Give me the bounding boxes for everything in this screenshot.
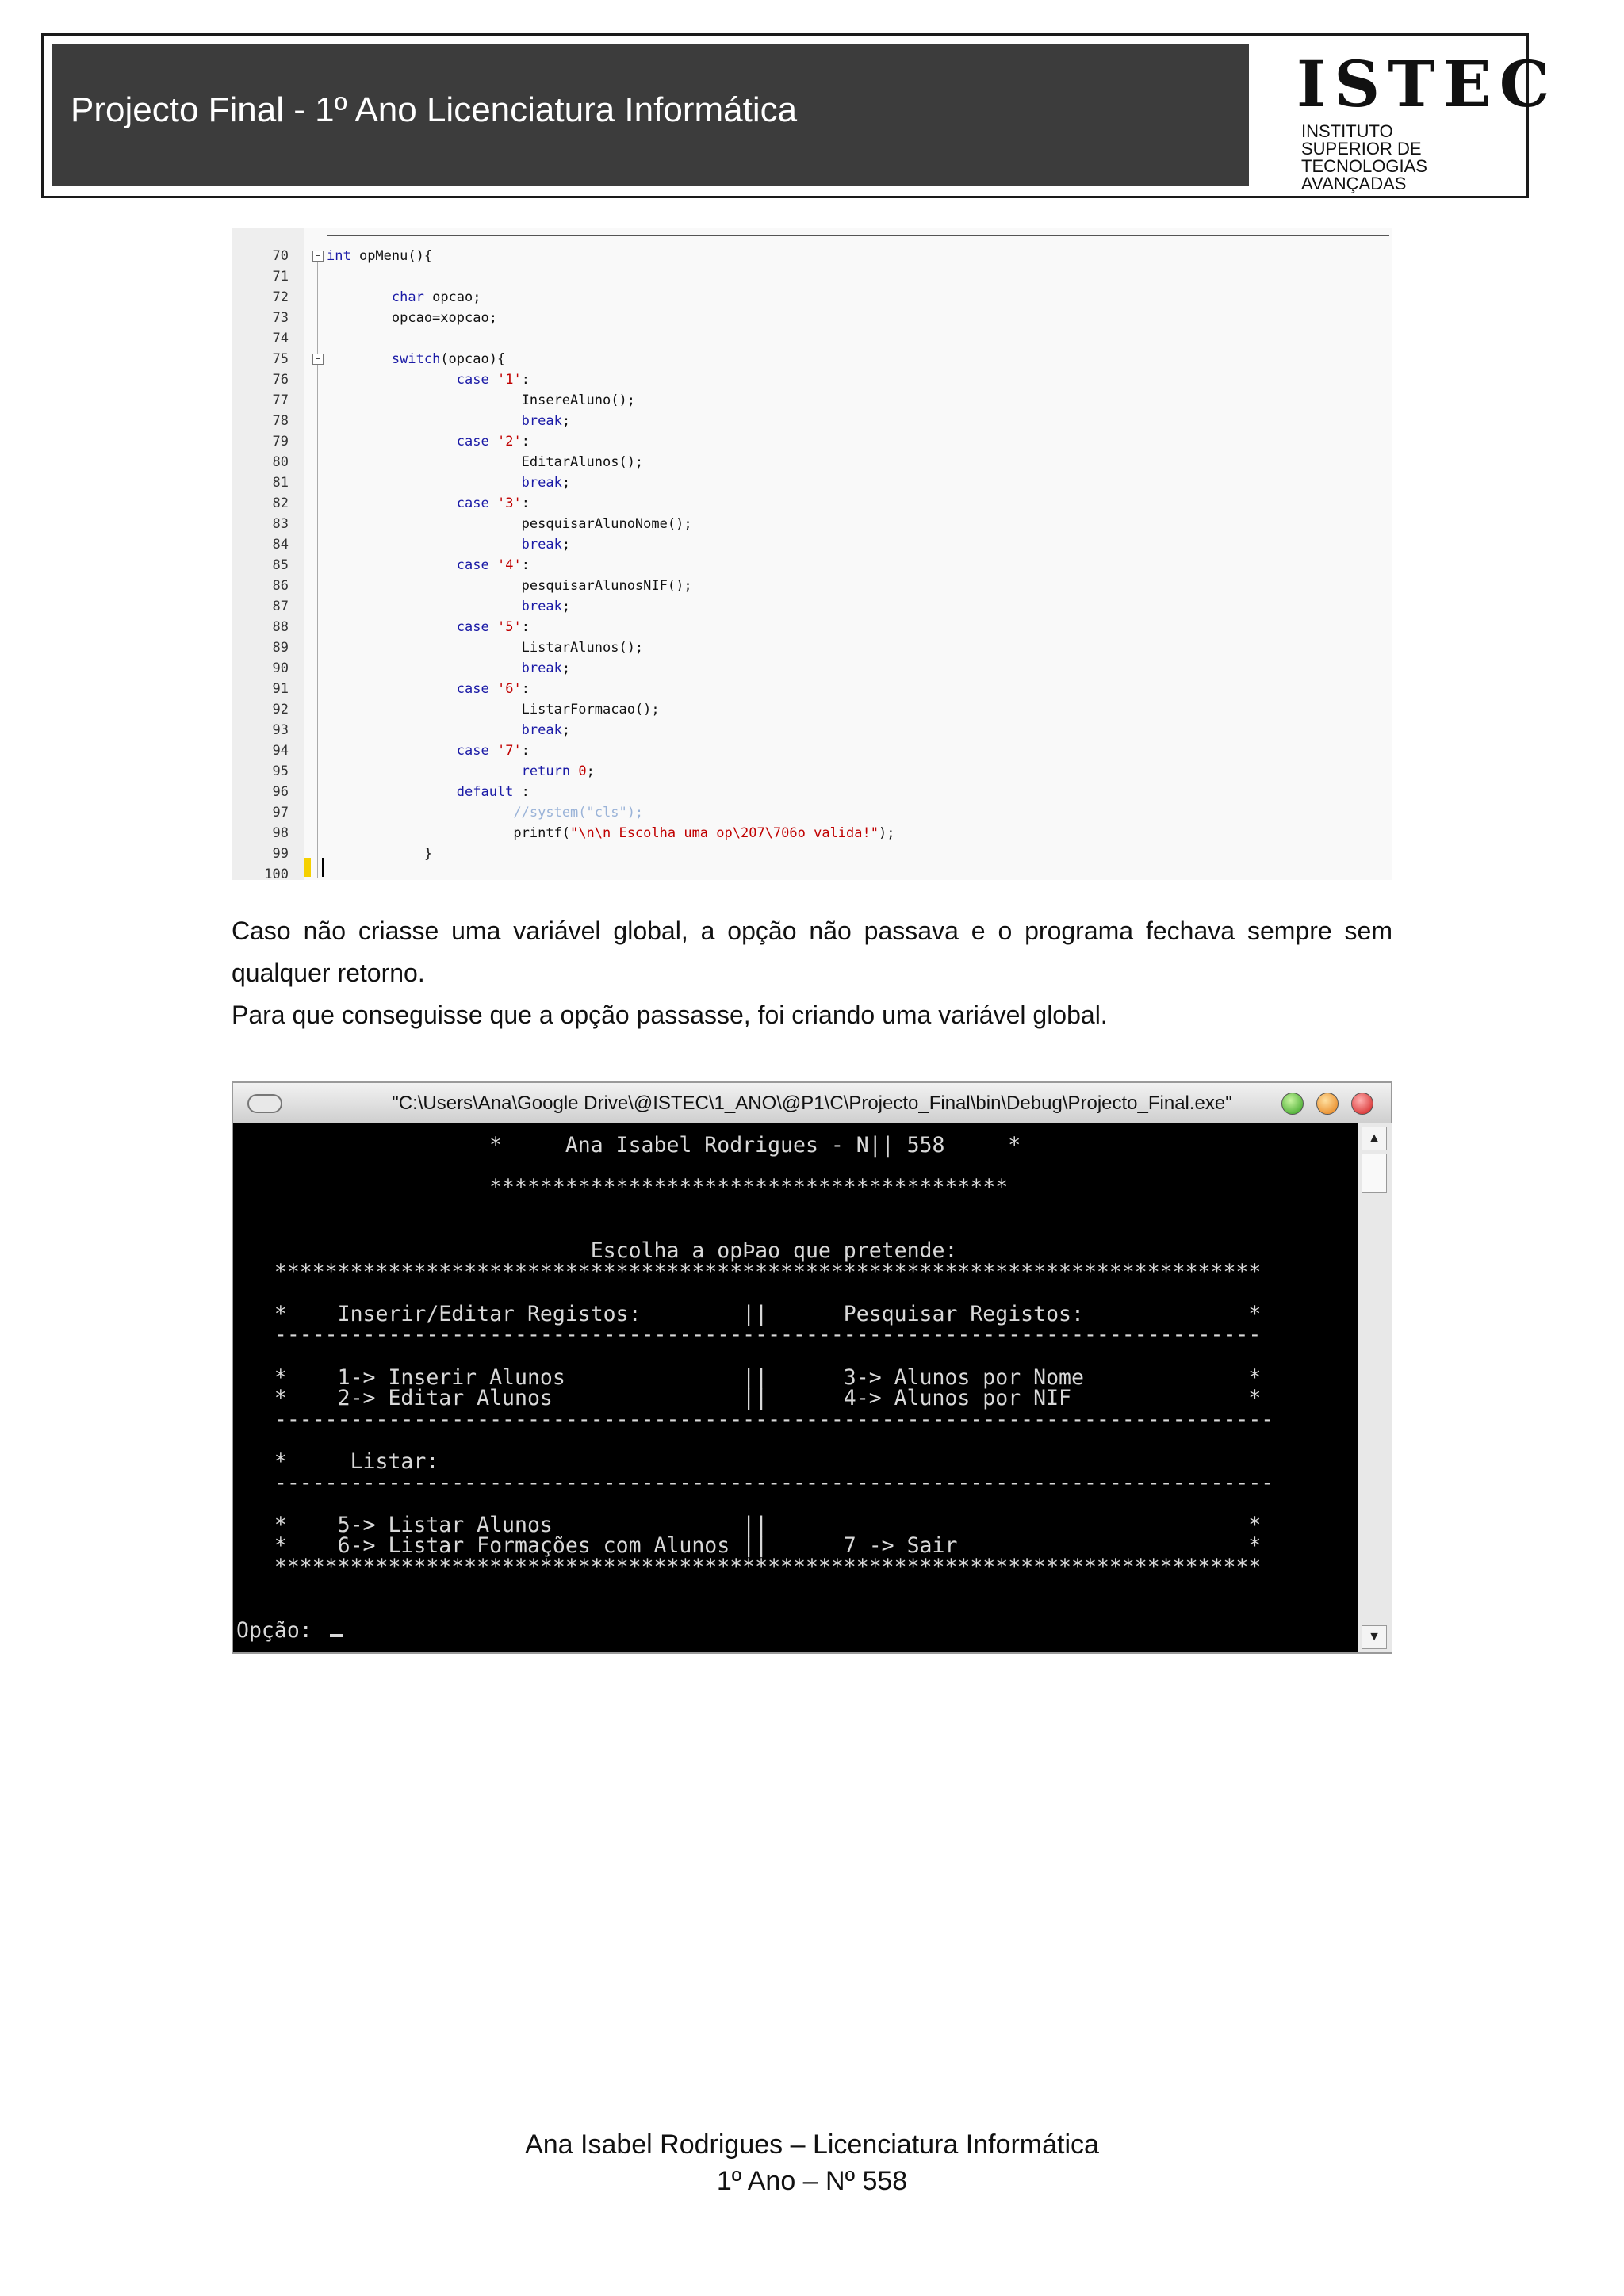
line-number: 89	[272, 640, 289, 656]
code-line	[232, 864, 1392, 885]
line-number: 85	[272, 557, 289, 573]
istec-logo	[1297, 47, 1558, 193]
code-text: int opMenu(){	[327, 248, 433, 264]
code-text: ListarAlunos();	[327, 640, 644, 656]
maximize-button[interactable]	[1281, 1093, 1304, 1115]
line-number: 92	[272, 702, 289, 718]
code-line	[232, 637, 1392, 658]
line-number: 83	[272, 516, 289, 532]
code-line	[232, 679, 1392, 699]
code-text: pesquisarAlunoNome();	[327, 516, 692, 532]
console-line: * 2-> Editar Alunos || 4-> Alunos por NIF *	[236, 1386, 1262, 1411]
console-titlebar[interactable]	[233, 1083, 1391, 1123]
code-text: case '1':	[456, 372, 530, 388]
console-line: * 6-> Listar Formações com Alunos || 7 -> Sair *	[236, 1533, 1262, 1559]
console-title: "C:\Users\Ana\Google Drive\@ISTEC\1_ANO\@P1\C\Projecto_Final\bin\Debug\Projecto_Final.exe"	[392, 1093, 1232, 1114]
code-line	[232, 493, 1392, 514]
console-line: Escolha a opÞao que pretende:	[236, 1238, 958, 1263]
text-cursor	[322, 858, 324, 877]
line-number: 88	[272, 619, 289, 635]
code-text: //system("cls");	[513, 805, 644, 821]
change-marker	[304, 858, 311, 877]
code-line	[232, 699, 1392, 720]
code-line	[232, 452, 1392, 473]
code-line	[232, 720, 1392, 740]
console-scrollbar[interactable]	[1358, 1123, 1392, 1652]
console-line: * 1-> Inserir Alunos || 3-> Alunos por Nome *	[236, 1364, 1262, 1390]
logo-line-1: INSTITUTO	[1301, 121, 1393, 141]
code-text: break;	[521, 475, 571, 491]
code-text: pesquisarAlunosNIF();	[327, 578, 692, 594]
paragraph-line-1: Caso não criasse uma variável global, a opção não passava e o programa fechava sempre sem qualquer retorno.	[232, 916, 1392, 987]
code-text: char opcao;	[391, 289, 481, 305]
line-number: 70	[272, 248, 289, 264]
code-text: case '2':	[456, 434, 530, 450]
code-line	[232, 266, 1392, 287]
line-number: 86	[272, 578, 289, 594]
line-number: 72	[272, 289, 289, 305]
line-number: 73	[272, 310, 289, 326]
line-number: 77	[272, 392, 289, 408]
code-text: case '4':	[456, 557, 530, 573]
code-line	[232, 555, 1392, 576]
console-window	[232, 1081, 1392, 1654]
code-text: InsereAluno();	[327, 392, 635, 408]
console-output[interactable]	[233, 1123, 1358, 1652]
page-header	[41, 33, 1558, 198]
code-line	[232, 534, 1392, 555]
line-number: 80	[272, 454, 289, 470]
logo-line-3: TECNOLOGIAS	[1301, 156, 1427, 176]
console-line: -------------------------------------------------------------------------------	[236, 1470, 1274, 1495]
line-number: 90	[272, 660, 289, 676]
console-line: * Inserir/Editar Registos: || Pesquisar Registos: *	[236, 1301, 1262, 1326]
code-text: break;	[521, 722, 571, 738]
console-line: *****************************************	[236, 1175, 1009, 1200]
code-line	[232, 823, 1392, 844]
line-number: 87	[272, 599, 289, 614]
code-separator	[327, 235, 1389, 236]
code-line	[232, 761, 1392, 782]
code-line	[232, 308, 1392, 328]
code-line	[232, 349, 1392, 369]
logo-line-4: AVANÇADAS	[1301, 174, 1407, 193]
header-bar	[52, 44, 1249, 186]
close-button[interactable]	[1351, 1093, 1373, 1115]
line-number: 84	[272, 537, 289, 553]
scroll-down-arrow-icon[interactable]: ▼	[1362, 1625, 1387, 1649]
code-text: }	[327, 846, 433, 862]
line-number: 71	[272, 269, 289, 285]
code-text: break;	[521, 537, 571, 553]
code-line	[232, 617, 1392, 637]
code-line	[232, 658, 1392, 679]
code-text: printf("\n\n Escolha uma op\207\706o valida!");	[327, 825, 895, 841]
console-line: * 5-> Listar Alunos || *	[236, 1512, 1262, 1537]
line-number: 97	[272, 805, 289, 821]
console-prompt: Opção:	[236, 1620, 343, 1642]
code-text: EditarAlunos();	[327, 454, 644, 470]
code-line	[232, 411, 1392, 431]
code-line	[232, 514, 1392, 534]
console-line: -------------------------------------------------------------------------------	[236, 1406, 1274, 1432]
code-text: default :	[456, 784, 530, 800]
console-line: * Listar:	[236, 1449, 439, 1474]
line-number: 82	[272, 496, 289, 511]
code-text: opcao=xopcao;	[327, 310, 497, 326]
code-text: ListarFormacao();	[327, 702, 660, 718]
code-text: break;	[521, 660, 571, 676]
paragraph-line-2: Para que conseguisse que a opção passasse, foi criando uma variável global.	[232, 1001, 1108, 1029]
line-number: 78	[272, 413, 289, 429]
code-line	[232, 473, 1392, 493]
fold-toggle-icon[interactable]: −	[312, 354, 324, 365]
line-number: 76	[272, 372, 289, 388]
line-number: 95	[272, 763, 289, 779]
line-number: 74	[272, 331, 289, 346]
console-line: ******************************************************************************	[236, 1555, 1262, 1579]
code-text: case '3':	[456, 496, 530, 511]
line-number: 75	[272, 351, 289, 367]
code-screenshot	[232, 228, 1392, 880]
line-number: 81	[272, 475, 289, 491]
code-line	[232, 802, 1392, 823]
line-number: 91	[272, 681, 289, 697]
fold-toggle-icon[interactable]: −	[312, 251, 324, 262]
console-caret	[330, 1634, 343, 1637]
footer-author: Ana Isabel Rodrigues – Licenciatura Informática	[525, 2130, 1099, 2160]
code-line	[232, 246, 1392, 266]
code-line	[232, 328, 1392, 349]
code-line	[232, 576, 1392, 596]
console-line: ******************************************************************************	[236, 1259, 1262, 1284]
scroll-up-arrow-icon[interactable]: ▲	[1362, 1127, 1387, 1150]
code-line	[232, 596, 1392, 617]
line-number: 99	[272, 846, 289, 862]
console-line: * Ana Isabel Rodrigues - N|| 558 *	[236, 1133, 1021, 1158]
code-line	[232, 431, 1392, 452]
line-number: 79	[272, 434, 289, 450]
code-text: case '6':	[456, 681, 530, 697]
line-number: 96	[272, 784, 289, 800]
code-text: case '5':	[456, 619, 530, 635]
footer-student-number: 1º Ano – Nº 558	[716, 2166, 908, 2196]
code-line	[232, 782, 1392, 802]
code-text: break;	[521, 413, 571, 429]
line-number: 94	[272, 743, 289, 759]
document-title: Projecto Final - 1º Ano Licenciatura Informática	[71, 90, 798, 129]
line-number: 98	[272, 825, 289, 841]
minimize-button[interactable]	[1316, 1093, 1339, 1115]
code-text: case '7':	[456, 743, 530, 759]
logo-line-2: SUPERIOR DE	[1301, 139, 1422, 159]
line-number: 93	[272, 722, 289, 738]
code-line	[232, 844, 1392, 864]
code-text: return 0;	[521, 763, 595, 779]
code-text: break;	[521, 599, 571, 614]
console-line: ------------------------------------------------------------------------------	[236, 1322, 1262, 1348]
code-line	[232, 390, 1392, 411]
line-number: 100	[264, 867, 289, 882]
code-line	[232, 740, 1392, 761]
code-line	[232, 369, 1392, 390]
code-line	[232, 287, 1392, 308]
scroll-thumb[interactable]	[1362, 1154, 1387, 1193]
logo-wordmark: ISTEC	[1297, 47, 1558, 121]
code-text: switch(opcao){	[391, 351, 506, 367]
